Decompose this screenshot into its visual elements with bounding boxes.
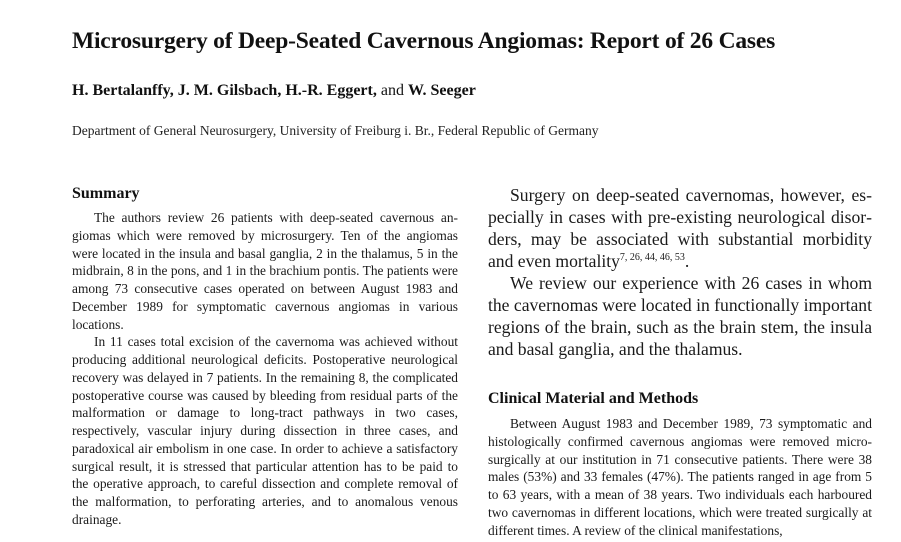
- methods-heading: Clinical Material and Methods: [488, 390, 699, 407]
- authors-primary: H. Bertalanffy, J. M. Gilsbach, H.-R. Eggert,: [72, 82, 377, 99]
- introduction-section: [488, 184, 872, 360]
- summary-heading: Summary: [72, 185, 140, 202]
- intro-paragraph-end: .: [684, 251, 690, 271]
- summary-section: [72, 185, 458, 529]
- summary-paragraph: The authors review 26 patients with deep-seated cavernous angiomas which were removed by microsurgery. Ten of the angiomas were located in the insula and basal ganglia, 2 in the thalamus, 5 in the midbrain, 8 in the pons, and 1 in the brachium pontis. The patients were among 73 consecutive cases operated on between August 1983 and December 1989 for symptomatic cavernous angiomas in various locations.: [72, 210, 458, 332]
- reference-citations: 7, 26, 44, 46, 53: [619, 252, 685, 263]
- methods-paragraph: Between August 1983 and December 1989, 73 symptomatic and histologically confirmed cavernous angiomas were removed microsurgically at our institution in 71 consecutive patients. There were 38 males (53%) and 33 females (47%). The patients ranged in age from 5 to 63 years, with a mean of 38 years. Two individuals each harboured two cavernomas in different locations, which were treated surgically at different times. A review of the clinical manifestations,: [488, 416, 872, 538]
- intro-paragraph: [488, 184, 872, 272]
- methods-section: [488, 390, 872, 539]
- summary-paragraph: In 11 cases total excision of the cavernoma was achieved without producing additional neurological deficits. Postoperative neurological recovery was delayed in 7 patients. In the remaining 8, the complicated postoperative course was caused by bleeding from residual parts of the malformation or damage to long-tract pathways in two cases, respectively, vascular injury during dissection in three cases, and paradoxical air embolism in one case. In order to achieve a satisfactory surgical result, it is stressed that particular attention has to be paid to the operative approach, to careful dissection and complete removal of the malformation, to perforating arteries, and to anomalous venous drainage.: [72, 334, 458, 527]
- affiliation: Department of General Neurosurgery, University of Freiburg i. Br., Federal Republic of Germany: [72, 123, 599, 138]
- right-column: [488, 184, 872, 539]
- authors-last: W. Seeger: [407, 82, 476, 99]
- authors-conjunction: and: [376, 82, 408, 99]
- author-list: [72, 82, 476, 100]
- article-title: Microsurgery of Deep-Seated Cavernous Angiomas: Report of 26 Cases: [72, 28, 776, 54]
- intro-paragraph: We review our experience with 26 cases in whom the cavernomas were located in functionally important regions of the brain, such as the brain stem, the insula and basal ganglia, and the thalamus.: [488, 273, 872, 359]
- intro-paragraph-text: Surgery on deep-seated cavernomas, however, especially in cases with pre-existing neurological disorders, may be associated with substantial morbidity and even mortality: [488, 185, 872, 271]
